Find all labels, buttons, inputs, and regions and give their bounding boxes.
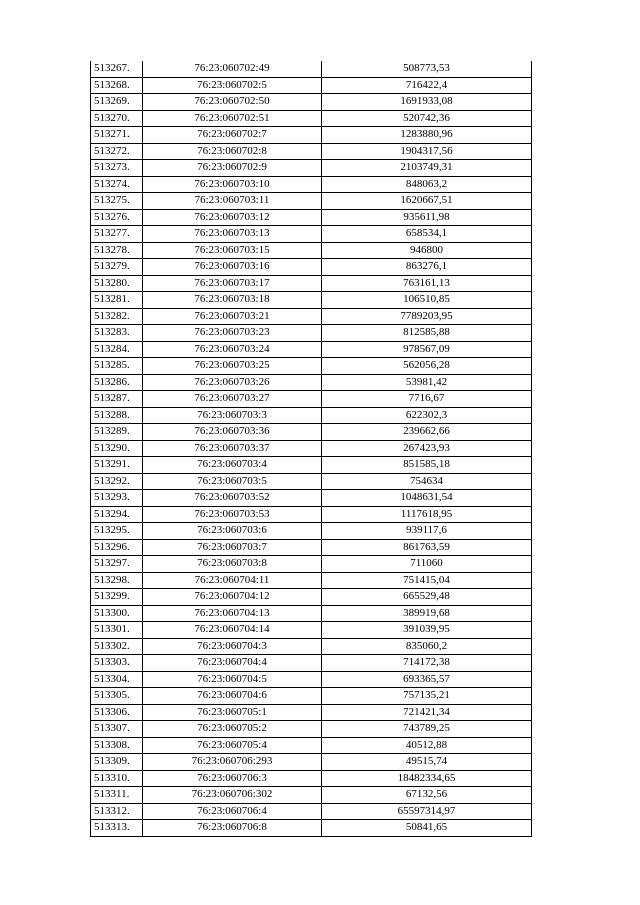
- cadastral-number-cell: 76:23:060702:50: [143, 94, 322, 111]
- cadastral-value-cell: 835060,2: [322, 638, 532, 655]
- row-number-cell: 513298.: [91, 572, 143, 589]
- cadastral-value-cell: 7716,67: [322, 391, 532, 408]
- cadastral-number-cell: 76:23:060704:13: [143, 605, 322, 622]
- cadastral-value-cell: 267423,93: [322, 440, 532, 457]
- cadastral-number-cell: 76:23:060706:4: [143, 803, 322, 820]
- table-row: [91, 556, 532, 573]
- cadastral-value-cell: 711060: [322, 556, 532, 573]
- cadastral-value-cell: 693365,57: [322, 671, 532, 688]
- cadastral-value-cell: 53981,42: [322, 374, 532, 391]
- row-number-cell: 513273.: [91, 160, 143, 177]
- row-number-cell: 513296.: [91, 539, 143, 556]
- row-number-cell: 513307.: [91, 721, 143, 738]
- cadastral-number-cell: 76:23:060703:37: [143, 440, 322, 457]
- cadastral-number-cell: 76:23:060703:27: [143, 391, 322, 408]
- cadastral-number-cell: 76:23:060702:9: [143, 160, 322, 177]
- cadastral-number-cell: 76:23:060703:11: [143, 193, 322, 210]
- cadastral-value-cell: 658534,1: [322, 226, 532, 243]
- row-number-cell: 513280.: [91, 275, 143, 292]
- row-number-cell: 513274.: [91, 176, 143, 193]
- table-row: [91, 754, 532, 771]
- cadastral-number-cell: 76:23:060703:24: [143, 341, 322, 358]
- table-row: [91, 110, 532, 127]
- cadastral-value-cell: 863276,1: [322, 259, 532, 276]
- cadastral-value-cell: 1904317,56: [322, 143, 532, 160]
- row-number-cell: 513267.: [91, 61, 143, 77]
- row-number-cell: 513302.: [91, 638, 143, 655]
- cadastral-value-cell: 65597314,97: [322, 803, 532, 820]
- table-row: [91, 622, 532, 639]
- row-number-cell: 513295.: [91, 523, 143, 540]
- cadastral-value-cell: 1048631,54: [322, 490, 532, 507]
- table-row: [91, 605, 532, 622]
- row-number-cell: 513286.: [91, 374, 143, 391]
- cadastral-number-cell: 76:23:060702:49: [143, 61, 322, 77]
- cadastral-value-cell: 812585,88: [322, 325, 532, 342]
- table-row: [91, 820, 532, 837]
- cadastral-value-cell: 2103749,31: [322, 160, 532, 177]
- cadastral-number-cell: 76:23:060704:3: [143, 638, 322, 655]
- row-number-cell: 513275.: [91, 193, 143, 210]
- cadastral-number-cell: 76:23:060703:3: [143, 407, 322, 424]
- row-number-cell: 513278.: [91, 242, 143, 259]
- cadastral-value-cell: 40512,88: [322, 737, 532, 754]
- row-number-cell: 513293.: [91, 490, 143, 507]
- row-number-cell: 513276.: [91, 209, 143, 226]
- cadastral-number-cell: 76:23:060703:53: [143, 506, 322, 523]
- cadastral-value-cell: 935611,98: [322, 209, 532, 226]
- cadastral-number-cell: 76:23:060703:21: [143, 308, 322, 325]
- row-number-cell: 513305.: [91, 688, 143, 705]
- cadastral-value-cell: 763161,13: [322, 275, 532, 292]
- cadastral-number-cell: 76:23:060705:4: [143, 737, 322, 754]
- table-row: [91, 308, 532, 325]
- table-row: [91, 506, 532, 523]
- cadastral-value-cell: 7789203,95: [322, 308, 532, 325]
- cadastral-value-cell: 391039,95: [322, 622, 532, 639]
- row-number-cell: 513301.: [91, 622, 143, 639]
- cadastral-number-cell: 76:23:060703:36: [143, 424, 322, 441]
- cadastral-number-cell: 76:23:060703:7: [143, 539, 322, 556]
- cadastral-number-cell: 76:23:060704:11: [143, 572, 322, 589]
- table-row: [91, 292, 532, 309]
- row-number-cell: 513270.: [91, 110, 143, 127]
- table-row: [91, 275, 532, 292]
- table-row: [91, 638, 532, 655]
- row-number-cell: 513268.: [91, 77, 143, 94]
- cadastral-number-cell: 76:23:060703:52: [143, 490, 322, 507]
- cadastral-value-cell: 389919,68: [322, 605, 532, 622]
- cadastral-value-cell: 721421,34: [322, 704, 532, 721]
- table-row: [91, 193, 532, 210]
- cadastral-value-cell: 946800: [322, 242, 532, 259]
- table-row: [91, 209, 532, 226]
- cadastral-number-cell: 76:23:060704:12: [143, 589, 322, 606]
- cadastral-number-cell: 76:23:060703:5: [143, 473, 322, 490]
- row-number-cell: 513290.: [91, 440, 143, 457]
- table-row: [91, 407, 532, 424]
- row-number-cell: 513288.: [91, 407, 143, 424]
- table-row: [91, 787, 532, 804]
- table-row: [91, 77, 532, 94]
- row-number-cell: 513304.: [91, 671, 143, 688]
- table-row: [91, 160, 532, 177]
- cadastral-number-cell: 76:23:060702:8: [143, 143, 322, 160]
- cadastral-number-cell: 76:23:060704:6: [143, 688, 322, 705]
- table-row: [91, 737, 532, 754]
- cadastral-number-cell: 76:23:060704:14: [143, 622, 322, 639]
- table-row: [91, 341, 532, 358]
- table-row: [91, 226, 532, 243]
- row-number-cell: 513287.: [91, 391, 143, 408]
- row-number-cell: 513312.: [91, 803, 143, 820]
- cadastral-value-cell: 754634: [322, 473, 532, 490]
- cadastral-number-cell: 76:23:060703:8: [143, 556, 322, 573]
- cadastral-number-cell: 76:23:060706:302: [143, 787, 322, 804]
- row-number-cell: 513311.: [91, 787, 143, 804]
- cadastral-value-cell: 939117,6: [322, 523, 532, 540]
- cadastral-value-cell: 848063,2: [322, 176, 532, 193]
- row-number-cell: 513308.: [91, 737, 143, 754]
- table-row: [91, 671, 532, 688]
- cadastral-value-cell: 1283880,96: [322, 127, 532, 144]
- row-number-cell: 513289.: [91, 424, 143, 441]
- cadastral-number-cell: 76:23:060705:1: [143, 704, 322, 721]
- cadastral-value-cell: 1691933,08: [322, 94, 532, 111]
- cadastral-value-cell: 1620667,51: [322, 193, 532, 210]
- cadastral-number-cell: 76:23:060703:23: [143, 325, 322, 342]
- cadastral-number-cell: 76:23:060703:12: [143, 209, 322, 226]
- cadastral-value-cell: 67132,56: [322, 787, 532, 804]
- table-row: [91, 259, 532, 276]
- cadastral-number-cell: 76:23:060706:3: [143, 770, 322, 787]
- row-number-cell: 513300.: [91, 605, 143, 622]
- cadastral-number-cell: 76:23:060703:15: [143, 242, 322, 259]
- table-row: [91, 457, 532, 474]
- cadastral-value-cell: 239662,66: [322, 424, 532, 441]
- cadastral-value-cell: 714172,38: [322, 655, 532, 672]
- cadastral-number-cell: 76:23:060704:5: [143, 671, 322, 688]
- table-row: [91, 770, 532, 787]
- cadastral-number-cell: 76:23:060703:10: [143, 176, 322, 193]
- cadastral-number-cell: 76:23:060703:26: [143, 374, 322, 391]
- table-row: [91, 424, 532, 441]
- row-number-cell: 513279.: [91, 259, 143, 276]
- row-number-cell: 513303.: [91, 655, 143, 672]
- row-number-cell: 513269.: [91, 94, 143, 111]
- row-number-cell: 513297.: [91, 556, 143, 573]
- cadastral-value-cell: 978567,09: [322, 341, 532, 358]
- cadastral-value-cell: 520742,36: [322, 110, 532, 127]
- cadastral-value-cell: 106510,85: [322, 292, 532, 309]
- row-number-cell: 513310.: [91, 770, 143, 787]
- cadastral-number-cell: 76:23:060706:293: [143, 754, 322, 771]
- table-row: [91, 440, 532, 457]
- row-number-cell: 513285.: [91, 358, 143, 375]
- table-row: [91, 523, 532, 540]
- cadastral-value-cell: 851585,18: [322, 457, 532, 474]
- row-number-cell: 513313.: [91, 820, 143, 837]
- table-row: [91, 473, 532, 490]
- row-number-cell: 513272.: [91, 143, 143, 160]
- cadastral-number-cell: 76:23:060703:13: [143, 226, 322, 243]
- table-row: [91, 803, 532, 820]
- cadastral-number-cell: 76:23:060706:8: [143, 820, 322, 837]
- row-number-cell: 513284.: [91, 341, 143, 358]
- table-row: [91, 539, 532, 556]
- cadastral-value-cell: 1117618,95: [322, 506, 532, 523]
- cadastral-number-cell: 76:23:060702:51: [143, 110, 322, 127]
- cadastral-value-cell: 751415,04: [322, 572, 532, 589]
- row-number-cell: 513306.: [91, 704, 143, 721]
- cadastral-value-table: [90, 61, 532, 837]
- table-row: [91, 391, 532, 408]
- cadastral-number-cell: 76:23:060703:6: [143, 523, 322, 540]
- cadastral-number-cell: 76:23:060702:7: [143, 127, 322, 144]
- cadastral-number-cell: 76:23:060704:4: [143, 655, 322, 672]
- cadastral-value-cell: 562056,28: [322, 358, 532, 375]
- table-row: [91, 589, 532, 606]
- cadastral-value-cell: 743789,25: [322, 721, 532, 738]
- cadastral-value-cell: 861763,59: [322, 539, 532, 556]
- cadastral-number-cell: 76:23:060705:2: [143, 721, 322, 738]
- cadastral-value-cell: 49515,74: [322, 754, 532, 771]
- row-number-cell: 513292.: [91, 473, 143, 490]
- row-number-cell: 513299.: [91, 589, 143, 606]
- row-number-cell: 513282.: [91, 308, 143, 325]
- cadastral-value-cell: 716422,4: [322, 77, 532, 94]
- cadastral-number-cell: 76:23:060703:17: [143, 275, 322, 292]
- table-row: [91, 374, 532, 391]
- table-row: [91, 176, 532, 193]
- row-number-cell: 513291.: [91, 457, 143, 474]
- row-number-cell: 513281.: [91, 292, 143, 309]
- cadastral-number-cell: 76:23:060702:5: [143, 77, 322, 94]
- row-number-cell: 513294.: [91, 506, 143, 523]
- cadastral-value-cell: 18482334,65: [322, 770, 532, 787]
- row-number-cell: 513283.: [91, 325, 143, 342]
- table-row: [91, 688, 532, 705]
- table-row: [91, 721, 532, 738]
- cadastral-value-cell: 50841,65: [322, 820, 532, 837]
- table-row: [91, 143, 532, 160]
- table-row: [91, 655, 532, 672]
- cadastral-value-cell: 665529,48: [322, 589, 532, 606]
- table-row: [91, 127, 532, 144]
- cadastral-number-cell: 76:23:060703:25: [143, 358, 322, 375]
- cadastral-value-cell: 757135,21: [322, 688, 532, 705]
- cadastral-number-cell: 76:23:060703:18: [143, 292, 322, 309]
- cadastral-number-cell: 76:23:060703:16: [143, 259, 322, 276]
- table-row: [91, 61, 532, 77]
- table-row: [91, 704, 532, 721]
- table-row: [91, 242, 532, 259]
- table-row: [91, 94, 532, 111]
- table-row: [91, 572, 532, 589]
- row-number-cell: 513277.: [91, 226, 143, 243]
- cadastral-value-cell: 508773,53: [322, 61, 532, 77]
- row-number-cell: 513309.: [91, 754, 143, 771]
- table-row: [91, 358, 532, 375]
- cadastral-value-cell: 622302,3: [322, 407, 532, 424]
- table-row: [91, 490, 532, 507]
- cadastral-number-cell: 76:23:060703:4: [143, 457, 322, 474]
- row-number-cell: 513271.: [91, 127, 143, 144]
- table-body: [91, 61, 532, 836]
- table-row: [91, 325, 532, 342]
